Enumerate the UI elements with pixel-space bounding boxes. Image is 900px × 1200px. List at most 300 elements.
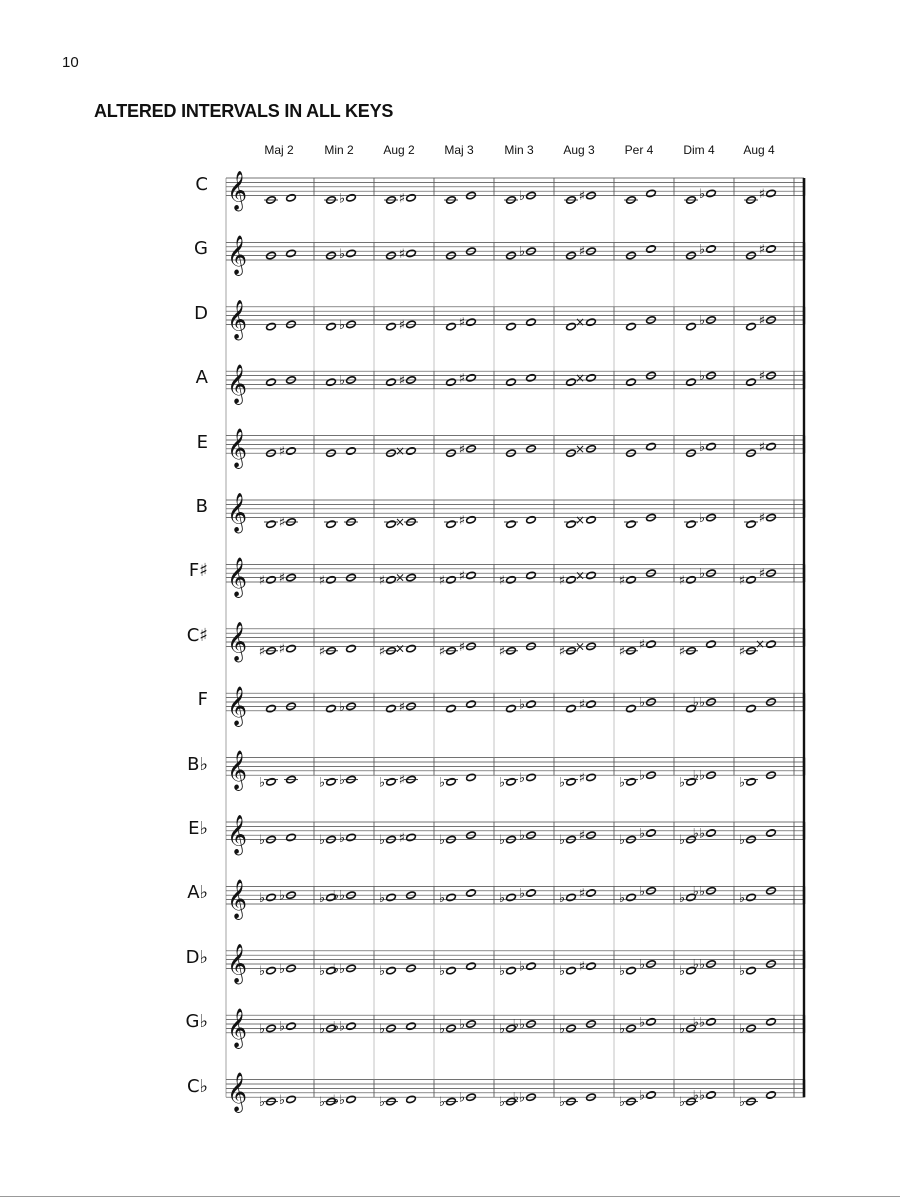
staff-row: [226, 299, 804, 340]
flat-icon: ♭: [378, 890, 385, 906]
flat-icon: ♭: [498, 775, 505, 791]
flat-icon: ♭: [498, 1095, 505, 1111]
whole-note: [646, 829, 657, 838]
key-label: E♭: [188, 818, 208, 839]
double-sharp-icon: ×: [574, 512, 585, 527]
flat-icon: ♭: [318, 1021, 325, 1037]
flat-icon: ♭: [378, 1095, 385, 1111]
whole-note: [566, 893, 577, 902]
flat-icon: ♭: [738, 833, 745, 849]
sharp-icon: ♯: [758, 440, 765, 456]
flat-icon: ♭: [518, 770, 525, 786]
key-label: A♭: [187, 882, 208, 904]
flat-icon: ♭: [558, 1021, 565, 1037]
sharp-icon: ♯: [578, 189, 585, 205]
whole-note: [766, 640, 777, 649]
sharp-icon: ♯: [758, 242, 765, 258]
flat-icon: ♭: [258, 833, 265, 849]
whole-note: [466, 773, 477, 782]
flat-icon: ♭: [338, 317, 345, 333]
sharp-icon: ♯: [558, 573, 565, 589]
sharp-icon: ♯: [398, 699, 405, 715]
flat-icon: ♭: [318, 1095, 325, 1111]
staff-row: [226, 493, 804, 534]
flat-icon: ♭: [378, 833, 385, 849]
sharp-icon: ♯: [458, 371, 465, 387]
flat-icon: ♭: [558, 890, 565, 906]
sharp-icon: ♯: [458, 513, 465, 529]
staff-row: [226, 1008, 804, 1049]
whole-note: [766, 1091, 777, 1100]
key-label: G♭: [185, 1011, 208, 1033]
sharp-icon: ♯: [578, 886, 585, 902]
treble-clef-icon: 𝄞: [227, 557, 248, 597]
flat-icon: ♭: [498, 964, 505, 980]
sharp-icon: ♯: [758, 511, 765, 527]
flat-icon: ♭: [698, 369, 705, 385]
flat-icon: ♭: [518, 959, 525, 975]
whole-note: [646, 1018, 657, 1027]
double-flat-icon: ♭♭: [512, 1090, 525, 1106]
sharp-icon: ♯: [498, 644, 505, 660]
flat-icon: ♭: [438, 964, 445, 980]
flat-icon: ♭: [278, 1092, 285, 1108]
whole-note: [386, 778, 397, 787]
flat-icon: ♭: [338, 773, 345, 789]
flat-icon: ♭: [498, 833, 505, 849]
whole-note: [266, 576, 277, 585]
flat-icon: ♭: [318, 833, 325, 849]
flat-icon: ♭: [458, 1090, 465, 1106]
whole-note: [466, 962, 477, 971]
whole-note: [646, 640, 657, 649]
flat-icon: ♭: [558, 1095, 565, 1111]
treble-clef-icon: 𝄞: [227, 170, 248, 211]
flat-icon: ♭: [378, 1021, 385, 1037]
whole-note: [506, 966, 517, 975]
sharp-icon: ♯: [278, 515, 285, 531]
flat-icon: ♭: [638, 1088, 645, 1104]
whole-note: [626, 778, 637, 787]
whole-note: [586, 889, 597, 898]
whole-note: [446, 378, 457, 387]
double-flat-icon: ♭♭: [692, 957, 705, 973]
whole-note: [626, 378, 637, 387]
flat-icon: ♭: [698, 242, 705, 258]
whole-note: [746, 966, 757, 975]
flat-icon: ♭: [738, 775, 745, 791]
double-sharp-icon: ×: [574, 441, 585, 456]
whole-note: [626, 322, 637, 331]
treble-clef-icon: 𝄞: [227, 363, 248, 404]
whole-note: [526, 374, 537, 383]
key-label: F: [197, 689, 208, 711]
flat-icon: ♭: [738, 964, 745, 980]
whole-note: [466, 318, 477, 327]
flat-icon: ♭: [638, 695, 645, 711]
page-number: 10: [62, 54, 79, 71]
whole-note: [266, 322, 277, 331]
double-sharp-icon: ×: [574, 568, 585, 583]
sharp-icon: ♯: [678, 573, 685, 589]
sharp-icon: ♯: [438, 573, 445, 589]
flat-icon: ♭: [378, 964, 385, 980]
whole-note: [466, 516, 477, 525]
whole-note: [506, 893, 517, 902]
sharp-icon: ♯: [758, 369, 765, 385]
whole-note: [526, 773, 537, 782]
whole-note: [346, 194, 357, 203]
whole-note: [686, 520, 697, 529]
whole-note: [526, 571, 537, 580]
flat-icon: ♭: [638, 826, 645, 842]
whole-note: [406, 1022, 417, 1031]
whole-note: [586, 962, 597, 971]
sharp-icon: ♯: [498, 573, 505, 589]
whole-note: [746, 576, 757, 585]
flat-icon: ♭: [698, 440, 705, 456]
staff-row: [226, 1072, 804, 1113]
whole-note: [446, 778, 457, 787]
key-label: C: [195, 174, 208, 195]
whole-note: [386, 704, 397, 713]
key-label: B: [195, 496, 208, 517]
staff-row: [226, 750, 804, 791]
sharp-icon: ♯: [258, 573, 265, 589]
whole-note: [266, 966, 277, 975]
whole-note: [406, 249, 417, 258]
whole-note: [526, 700, 537, 709]
flat-icon: ♭: [618, 964, 625, 980]
sharp-icon: ♯: [618, 573, 625, 589]
interval-header: Aug 3: [563, 143, 595, 157]
flat-icon: ♭: [638, 768, 645, 784]
whole-note: [506, 704, 517, 713]
sharp-icon: ♯: [278, 571, 285, 587]
flat-icon: ♭: [438, 1021, 445, 1037]
interval-header: Aug 4: [743, 143, 775, 157]
flat-icon: ♭: [258, 775, 265, 791]
flat-icon: ♭: [338, 699, 345, 715]
treble-clef-icon: 𝄞: [227, 621, 248, 662]
treble-clef-icon: 𝄞: [227, 299, 248, 340]
whole-note: [686, 322, 697, 331]
flat-icon: ♭: [438, 890, 445, 906]
whole-note: [626, 893, 637, 902]
whole-note: [526, 889, 537, 898]
whole-note: [386, 322, 397, 331]
whole-note: [446, 966, 457, 975]
interval-header: Min 3: [504, 143, 534, 157]
flat-icon: ♭: [438, 1095, 445, 1111]
whole-note: [446, 322, 457, 331]
whole-note: [586, 516, 597, 525]
whole-note: [346, 833, 357, 842]
sharp-icon: ♯: [458, 639, 465, 655]
staff-row: [226, 621, 804, 662]
whole-note: [686, 576, 697, 585]
whole-note: [626, 966, 637, 975]
flat-icon: ♭: [278, 1019, 285, 1035]
flat-icon: ♭: [338, 830, 345, 846]
double-flat-icon: ♭♭: [692, 695, 705, 711]
whole-note: [326, 778, 337, 787]
staff-row: [226, 171, 804, 212]
staff-row: [226, 557, 804, 598]
whole-note: [706, 245, 717, 254]
key-label: C♯: [186, 624, 208, 646]
interval-header: Aug 2: [383, 143, 415, 157]
whole-note: [506, 520, 517, 529]
treble-clef-icon: 𝄞: [227, 1007, 248, 1048]
whole-note: [566, 966, 577, 975]
sharp-icon: ♯: [398, 317, 405, 333]
whole-note: [766, 1018, 777, 1027]
whole-note: [386, 966, 397, 975]
key-label: C♭: [186, 1075, 208, 1097]
whole-note: [286, 249, 297, 258]
whole-note: [566, 704, 577, 713]
sharp-icon: ♯: [578, 244, 585, 260]
double-sharp-icon: ×: [574, 370, 585, 385]
staff-row: [226, 428, 804, 469]
whole-note: [746, 378, 757, 387]
staff-row: [226, 235, 804, 276]
whole-note: [586, 374, 597, 383]
treble-clef-icon: 𝄞: [227, 428, 248, 469]
sharp-icon: ♯: [678, 644, 685, 660]
whole-note: [346, 1022, 357, 1031]
staff-row: [226, 815, 804, 856]
double-flat-icon: ♭♭: [692, 1015, 705, 1031]
whole-note: [266, 778, 277, 787]
flat-icon: ♭: [618, 890, 625, 906]
flat-icon: ♭: [278, 961, 285, 977]
flat-icon: ♭: [678, 964, 685, 980]
flat-icon: ♭: [438, 833, 445, 849]
key-label: E: [196, 431, 208, 453]
whole-note: [326, 576, 337, 585]
key-label: D♭: [185, 946, 208, 968]
flat-icon: ♭: [618, 1021, 625, 1037]
whole-note: [286, 447, 297, 456]
whole-note: [646, 1091, 657, 1100]
whole-note: [406, 1095, 417, 1104]
whole-note: [406, 833, 417, 842]
staff-row: [226, 879, 804, 920]
flat-icon: ♭: [318, 964, 325, 980]
sharp-icon: ♯: [458, 315, 465, 331]
interval-header: Maj 3: [444, 143, 474, 157]
treble-clef-icon: 𝄞: [227, 685, 248, 726]
double-sharp-icon: ×: [394, 641, 405, 656]
key-label: A: [195, 367, 208, 389]
whole-note: [346, 644, 357, 653]
sharp-icon: ♯: [398, 191, 405, 207]
double-sharp-icon: ×: [574, 315, 585, 330]
flat-icon: ♭: [258, 964, 265, 980]
whole-note: [266, 520, 277, 529]
sharp-icon: ♯: [758, 186, 765, 202]
sharp-icon: ♯: [398, 246, 405, 262]
whole-note: [646, 189, 657, 198]
whole-note: [326, 704, 337, 713]
sharp-icon: ♯: [738, 573, 745, 589]
flat-icon: ♭: [518, 886, 525, 902]
whole-note: [746, 322, 757, 331]
whole-note: [346, 447, 357, 456]
flat-icon: ♭: [438, 775, 445, 791]
treble-clef-icon: 𝄞: [227, 1072, 248, 1113]
whole-note: [286, 1022, 297, 1031]
sharp-icon: ♯: [618, 644, 625, 660]
sharp-icon: ♯: [558, 644, 565, 660]
treble-clef-icon: 𝄞: [227, 943, 248, 984]
sharp-icon: ♯: [278, 642, 285, 658]
whole-note: [466, 571, 477, 580]
whole-note: [526, 962, 537, 971]
whole-note: [626, 576, 637, 585]
whole-note: [706, 640, 717, 649]
whole-note: [766, 189, 777, 198]
whole-note: [406, 194, 417, 203]
flat-icon: ♭: [518, 189, 525, 205]
whole-note: [466, 889, 477, 898]
double-sharp-icon: ×: [754, 637, 765, 652]
whole-note: [626, 520, 637, 529]
interval-header: Min 2: [324, 143, 354, 157]
flat-icon: ♭: [698, 511, 705, 527]
whole-note: [506, 322, 517, 331]
whole-note: [506, 778, 517, 787]
double-flat-icon: ♭♭: [692, 884, 705, 900]
sharp-icon: ♯: [578, 828, 585, 844]
flat-icon: ♭: [738, 890, 745, 906]
whole-note: [446, 520, 457, 529]
double-flat-icon: ♭♭: [332, 888, 345, 904]
double-sharp-icon: ×: [574, 639, 585, 654]
whole-note: [386, 378, 397, 387]
whole-note: [286, 644, 297, 653]
double-sharp-icon: ×: [394, 515, 405, 529]
whole-note: [646, 245, 657, 254]
flat-icon: ♭: [318, 775, 325, 791]
whole-note: [406, 644, 417, 653]
sharp-icon: ♯: [398, 773, 405, 789]
whole-note: [326, 378, 337, 387]
whole-note: [706, 442, 717, 451]
whole-note: [266, 893, 277, 902]
flat-icon: ♭: [738, 1021, 745, 1037]
whole-note: [506, 378, 517, 387]
sharp-icon: ♯: [398, 373, 405, 389]
whole-note: [746, 893, 757, 902]
whole-note: [466, 374, 477, 383]
flat-icon: ♭: [278, 888, 285, 904]
flat-icon: ♭: [558, 964, 565, 980]
whole-note: [326, 520, 337, 529]
flat-icon: ♭: [698, 186, 705, 202]
staff-row: [226, 364, 804, 405]
flat-icon: ♭: [258, 1095, 265, 1111]
whole-note: [566, 778, 577, 787]
whole-note: [266, 378, 277, 387]
whole-note: [466, 700, 477, 709]
whole-note: [766, 829, 777, 838]
whole-note: [446, 704, 457, 713]
flat-icon: ♭: [618, 833, 625, 849]
flat-icon: ♭: [698, 313, 705, 329]
flat-icon: ♭: [338, 246, 345, 262]
page-bottom-rule: [0, 1196, 900, 1197]
whole-note: [266, 704, 277, 713]
flat-icon: ♭: [318, 890, 325, 906]
sharp-icon: ♯: [378, 644, 385, 660]
double-flat-icon: ♭♭: [692, 768, 705, 784]
whole-note: [346, 1095, 357, 1104]
whole-note: [626, 704, 637, 713]
sharp-icon: ♯: [458, 442, 465, 458]
flat-icon: ♭: [678, 833, 685, 849]
flat-icon: ♭: [338, 373, 345, 389]
flat-icon: ♭: [678, 890, 685, 906]
whole-note: [586, 318, 597, 327]
whole-note: [446, 893, 457, 902]
whole-note: [586, 773, 597, 782]
sharp-icon: ♯: [578, 959, 585, 975]
sharp-icon: ♯: [758, 313, 765, 329]
flat-icon: ♭: [498, 890, 505, 906]
key-label: F♯: [188, 560, 208, 582]
whole-note: [526, 318, 537, 327]
whole-note: [386, 893, 397, 902]
whole-note: [526, 516, 537, 525]
flat-icon: ♭: [558, 833, 565, 849]
sharp-icon: ♯: [738, 644, 745, 660]
sharp-icon: ♯: [578, 697, 585, 713]
whole-note: [706, 829, 717, 838]
sharp-icon: ♯: [318, 573, 325, 589]
key-label: D: [194, 302, 208, 324]
whole-note: [746, 704, 757, 713]
whole-note: [506, 576, 517, 585]
whole-note: [706, 1018, 717, 1027]
whole-note: [286, 1095, 297, 1104]
flat-icon: ♭: [378, 775, 385, 791]
whole-note: [766, 245, 777, 254]
flat-icon: ♭: [638, 957, 645, 973]
flat-icon: ♭: [338, 191, 345, 207]
flat-icon: ♭: [698, 566, 705, 582]
whole-note: [286, 194, 297, 203]
page-title: ALTERED INTERVALS IN ALL KEYS: [94, 101, 394, 121]
sharp-icon: ♯: [318, 644, 325, 660]
double-flat-icon: ♭♭: [332, 1019, 345, 1035]
sharp-icon: ♯: [258, 644, 265, 660]
flat-icon: ♭: [618, 1095, 625, 1111]
flat-icon: ♭: [638, 884, 645, 900]
flat-icon: ♭: [678, 775, 685, 791]
staff-row: [226, 686, 804, 727]
sharp-icon: ♯: [278, 444, 285, 460]
double-flat-icon: ♭♭: [332, 1092, 345, 1108]
double-flat-icon: ♭♭: [692, 1088, 705, 1104]
sharp-icon: ♯: [638, 637, 645, 653]
flat-icon: ♭: [678, 1095, 685, 1111]
flat-icon: ♭: [498, 1021, 505, 1037]
treble-clef-icon: 𝄞: [227, 879, 248, 919]
interval-header: Maj 2: [264, 143, 294, 157]
